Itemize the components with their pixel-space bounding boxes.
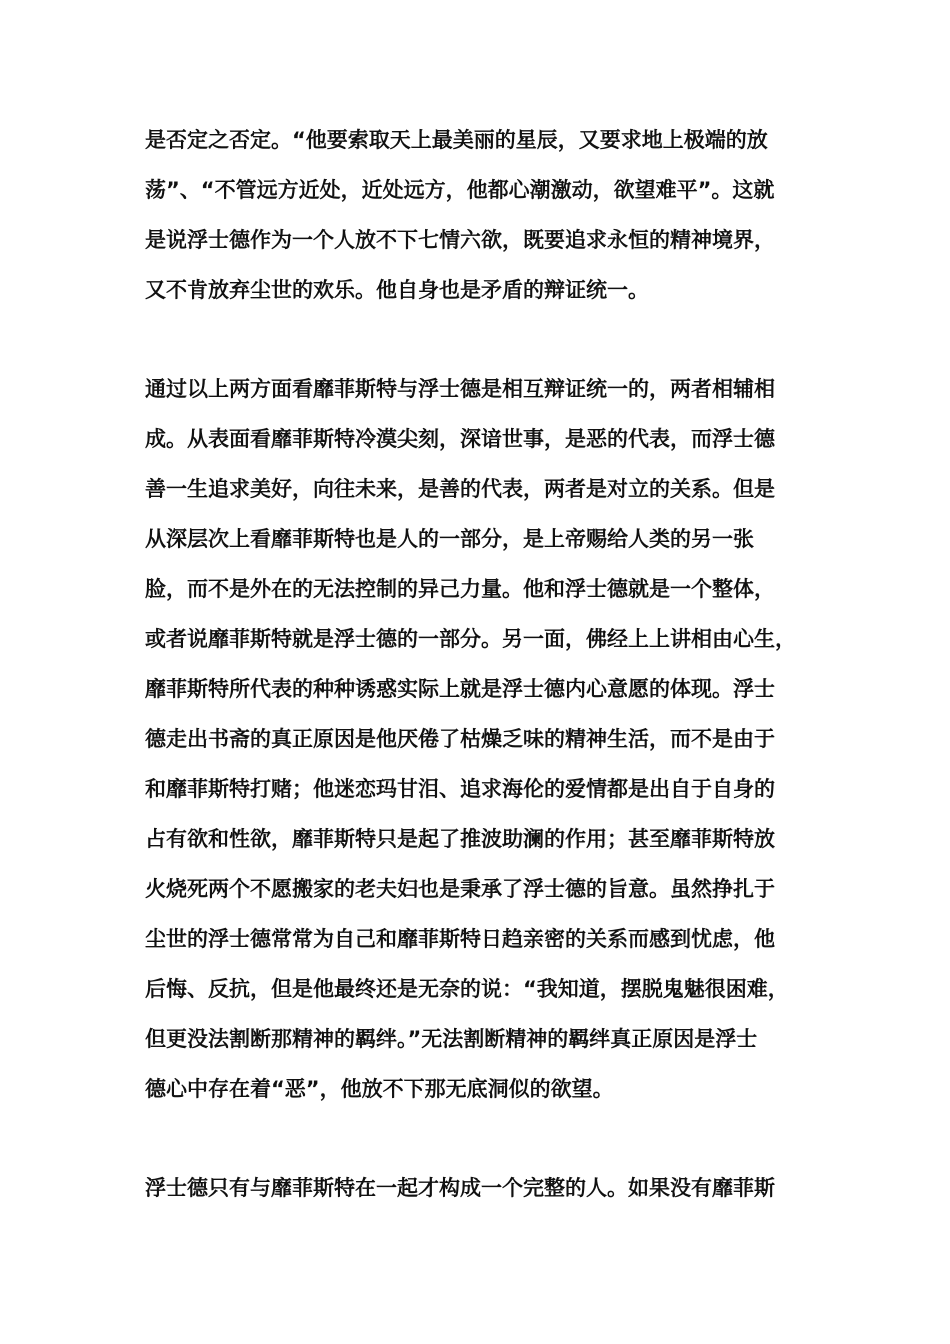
text-line: 善一生追求美好，向往未来，是善的代表，两者是对立的关系。但是 bbox=[145, 477, 775, 501]
text-line: 或者说靡菲斯特就是浮士德的一部分。另一面，佛经上上讲相由心生， bbox=[145, 627, 796, 651]
text-line: 靡菲斯特所代表的种种诱惑实际上就是浮士德内心意愿的体现。浮士 bbox=[145, 677, 775, 701]
text-line: 从深层次上看靡菲斯特也是人的一部分，是上帝赐给人类的另一张 bbox=[145, 527, 754, 551]
text-line: 火烧死两个不愿搬家的老夫妇也是秉承了浮士德的旨意。虽然挣扎于 bbox=[145, 877, 775, 901]
text-line: 浮士德只有与靡菲斯特在一起才构成一个完整的人。如果没有靡菲斯 bbox=[145, 1176, 775, 1200]
text-line: 和靡菲斯特打赌；他迷恋玛甘泪、追求海伦的爱情都是出自于自身的 bbox=[145, 777, 775, 801]
text-line: 德心中存在着“恶”，他放不下那无底洞似的欲望。 bbox=[145, 1077, 614, 1101]
text-line: 是否定之否定。“他要索取天上最美丽的星辰，又要求地上极端的放 bbox=[145, 128, 768, 152]
text-line: 通过以上两方面看靡菲斯特与浮士德是相互辩证统一的，两者相辅相 bbox=[145, 377, 775, 401]
text-line: 脸，而不是外在的无法控制的异己力量。他和浮士德就是一个整体， bbox=[145, 577, 775, 601]
text-line: 后悔、反抗，但是他最终还是无奈的说：“我知道，摆脱鬼魅很困难， bbox=[145, 977, 789, 1001]
text-line: 是说浮士德作为一个人放不下七情六欲，既要追求永恒的精神境界， bbox=[145, 228, 775, 252]
paragraph bbox=[145, 115, 815, 315]
text-line: 但更没法割断那精神的羁绊。”无法割断精神的羁绊真正原因是浮士 bbox=[145, 1027, 758, 1051]
paragraph bbox=[145, 364, 815, 1114]
text-line: 成。从表面看靡菲斯特冷漠尖刻，深谙世事，是恶的代表，而浮士德 bbox=[145, 427, 775, 451]
text-line: 尘世的浮士德常常为自己和靡菲斯特日趋亲密的关系而感到忧虑，他 bbox=[145, 927, 775, 951]
text-line: 又不肯放弃尘世的欢乐。他自身也是矛盾的辩证统一。 bbox=[145, 278, 649, 302]
text-line: 占有欲和性欲，靡菲斯特只是起了推波助澜的作用；甚至靡菲斯特放 bbox=[145, 827, 775, 851]
text-line: 荡”、“不管远方近处，近处远方，他都心潮激动，欲望难平”。这就 bbox=[145, 178, 775, 202]
paragraph bbox=[145, 1163, 815, 1213]
text-line: 德走出书斋的真正原因是他厌倦了枯燥乏味的精神生活，而不是由于 bbox=[145, 727, 775, 751]
